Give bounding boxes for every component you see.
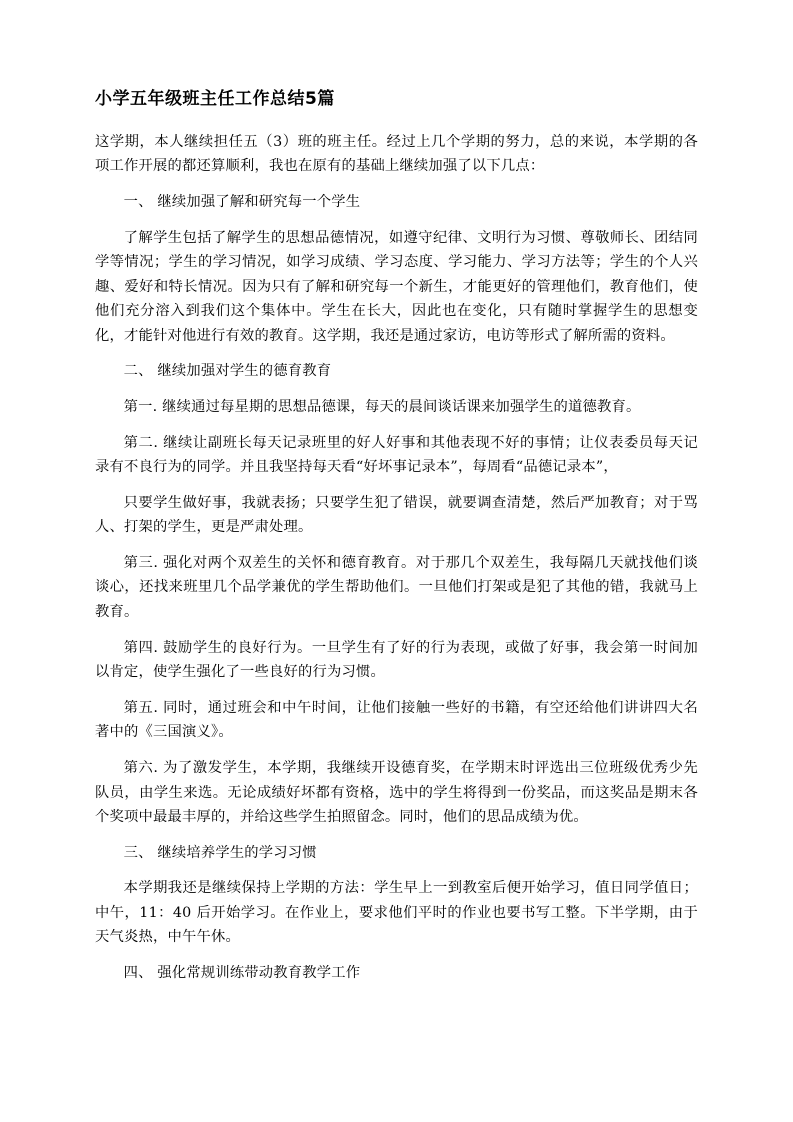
paragraph-point-2b: 只要学生做好事，我就表扬；只要学生犯了错误，就要调查清楚，然后严加教育；对于骂人、打架的学生，更是严肃处理。 (95, 494, 698, 536)
paragraph-point-2: 第二. 继续让副班长每天记录班里的好人好事和其他表现不好的事情；让仪表委员每天记录有不良行为的同学。并且我坚持每天看“好坏事记录本”，每周看“品德记录本”， (95, 434, 698, 476)
paragraph-point-3: 第三. 强化对两个双差生的关怀和德育教育。对于那几个双差生，我每隔几天就找他们谈谈心，还找来班里几个品学兼优的学生帮助他们。一旦他们打架或是犯了其他的错，我就马上教育。 (95, 554, 698, 621)
paragraph-intro: 这学期，本人继续担任五（3）班的班主任。经过上几个学期的努力，总的来说，本学期的各项工作开展的都还算顺利，我也在原有的基础上继续加强了以下几点： (95, 133, 698, 175)
section-heading-3: 三、 继续培养学生的学习习惯 (123, 844, 317, 861)
paragraph-point-1: 第一. 继续通过每星期的思想品德课，每天的晨间谈话课来加强学生的道德教育。 (123, 399, 641, 415)
paragraph-section-1-body: 了解学生包括了解学生的思想品德情况，如遵守纪律、文明行为习惯、尊敬师长、团结同学等情况；学生的学习情况，如学习成绩、学习态度、学习能力、学习方法等；学生的个人兴趣、爱好和特长情况。因为只有了解和研究每一个新生，才能更好的管理他们，教育他们，使他们充分溶入到我们这个集体中。学生在长大，因此也在变化，只有随时掌握学生的思想变化，才能针对他进行有效的教育。这学期，我还是通过家访，电访等形式了解所需的资料。 (95, 229, 698, 344)
paragraph-point-4: 第四. 鼓励学生的良好行为。一旦学生有了好的行为表现，或做了好事，我会第一时间加以肯定，使学生强化了一些良好的行为习惯。 (95, 639, 698, 681)
paragraph-point-6: 第六. 为了激发学生，本学期，我继续开设德育奖，在学期末时评选出三位班级优秀少先队员，由学生来选。无论成绩好坏都有资格，选中的学生将得到一份奖品，而这奖品是期末各个奖项中最最丰厚的，并给这些学生拍照留念。同时，他们的思品成绩为优。 (95, 759, 698, 826)
section-heading-1: 一、 继续加强了解和研究每一个学生 (123, 193, 361, 210)
page-title: 小学五年级班主任工作总结5篇 (95, 89, 335, 109)
paragraph-section-3-body: 本学期我还是继续保持上学期的方法：学生早上一到教室后便开始学习，值日同学值日；中午，11：40 后开始学习。在作业上，要求他们平时的作业也要书写工整。下半学期，由于天气炎热，中午午休。 (95, 880, 698, 946)
paragraph-point-5: 第五. 同时，通过班会和中午时间，让他们接触一些好的书籍，有空还给他们讲讲四大名著中的《三国演义》。 (95, 699, 698, 741)
section-heading-2: 二、 继续加强对学生的德育教育 (123, 363, 332, 380)
section-heading-4: 四、 强化常规训练带动教育教学工作 (123, 964, 361, 981)
